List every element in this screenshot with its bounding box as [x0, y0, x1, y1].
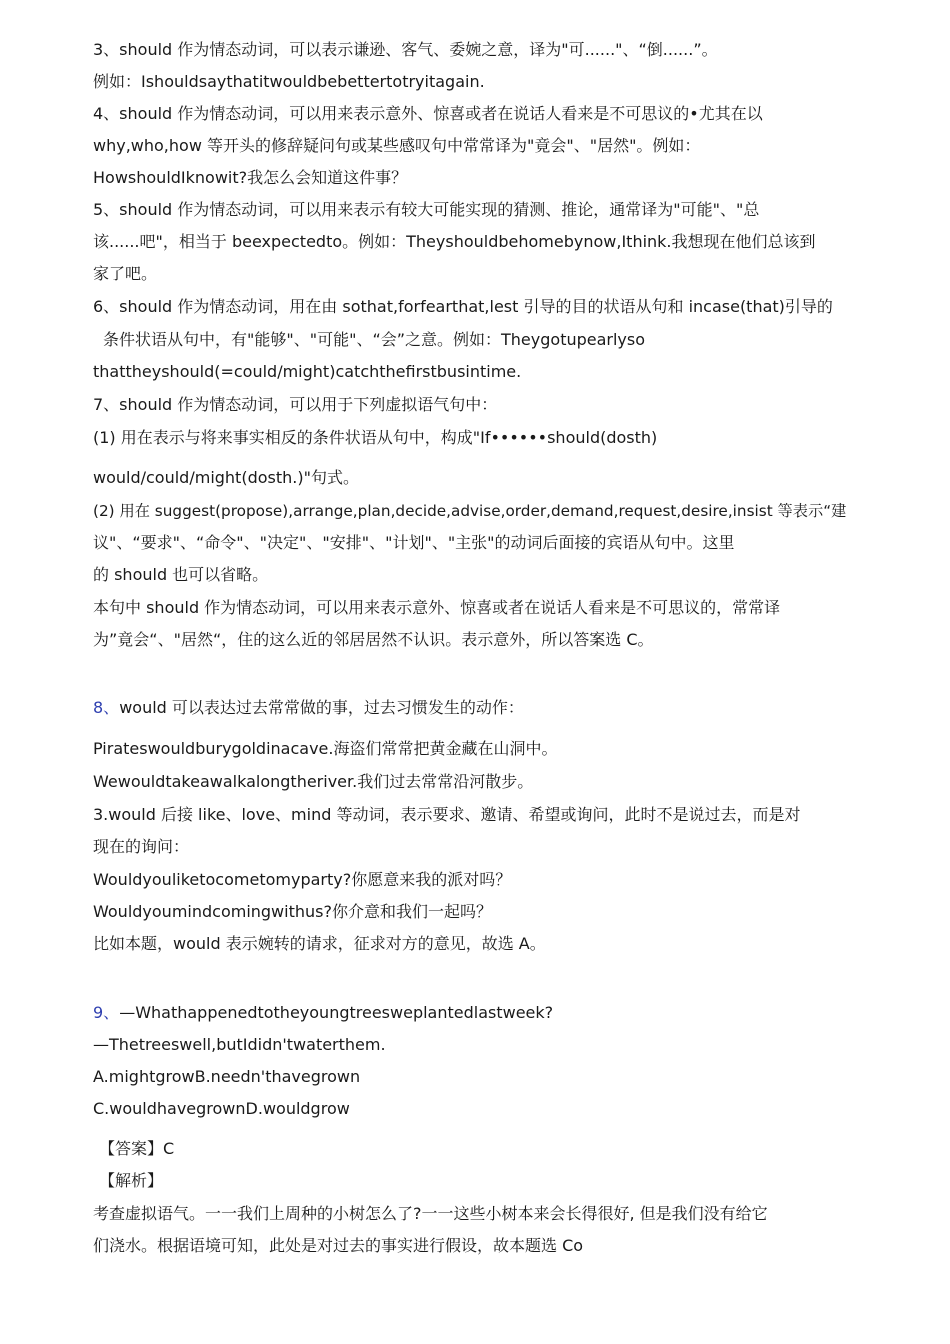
would-example-1: Pirateswouldburygoldinacave.海盗们常常把黄金藏在山洞中。 — [93, 739, 558, 758]
item7-line1: 7、should 作为情态动词，可以用于下列虚拟语气句中： — [93, 395, 498, 414]
q9-question — [93, 1001, 553, 1025]
item4-line2: why,who,how 等开头的修辞疑问句或某些感叹句中常常译为"竟会"、"居然"。例如： — [93, 136, 701, 155]
item6-line3: thattheyshould(=could/might)catchthefirstbusintime. — [93, 362, 522, 381]
item7-sub2-line2: 议"、“要求"、“命令"、"决定"、"安排"、"计划"、"主张"的动词后面接的宾语从句中。这里 — [93, 533, 735, 552]
q9-answer-line: —Thetreeswell,butIdidn'twaterthem. — [93, 1035, 386, 1054]
q8-heading — [93, 696, 524, 720]
item5-line2: 该......吧"，相当于 beexpectedto。例如：Theyshouldbehomebynow,Ithink.我想现在他们总该到 — [93, 232, 816, 251]
q9-analysis-line2: 们浇水。根据语境可知，此处是对过去的事实进行假设，故本题选 Co — [93, 1236, 584, 1255]
item7-sub2-line3: 的 should 也可以省略。 — [93, 565, 269, 584]
q9-answer: 【答案】C — [99, 1139, 175, 1158]
would-example-3: Wouldyouliketocometomyparty?你愿意来我的派对吗？ — [93, 870, 512, 889]
item5-line1: 5、should 作为情态动词，可以用来表示有较大可能实现的猜测、推论，通常译为"可能"、"总 — [93, 200, 760, 219]
q9-analysis-label: 【解析】 — [99, 1171, 164, 1190]
q9-number: 9、 — [93, 1003, 120, 1022]
q8-title: would 可以表达过去常常做的事，过去习惯发生的动作： — [119, 698, 524, 717]
item6-line1: 6、should 作为情态动词，用在由 sothat,forfearthat,lest 引导的目的状语从句和 incase(that)引导的 — [93, 297, 833, 316]
item7-sub2-line1: (2) 用在 suggest(propose),arrange,plan,decide,advise,order,demand,request,desire,insist 等表示“建 — [93, 502, 847, 520]
q8-number: 8、 — [93, 698, 120, 717]
item4-line3: HowshouldIknowit?我怎么会知道这件事？ — [93, 168, 408, 187]
should-conclusion-line1: 本句中 should 作为情态动词，可以用来表示意外、惊喜或者在说话人看来是不可思议的，常常译 — [93, 598, 781, 617]
item3-line2: 例如：Ishouldsaythatitwouldbebettertotryitagain. — [93, 72, 485, 91]
item3-line1: 3、should 作为情态动词，可以表示谦逊、客气、委婉之意，译为"可......"、“倒......”。 — [93, 40, 718, 59]
item5-line3: 家了吧。 — [93, 264, 158, 283]
item7-sub1-line1: (1) 用在表示与将来事实相反的条件状语从句中，构成"If••••••should(dosth) — [93, 428, 658, 447]
would-point3-line1: 3.would 后接 like、love、mind 等动词，表示要求、邀请、希望或询问，此时不是说过去，而是对 — [93, 805, 801, 824]
would-conclusion: 比如本题，would 表示婉转的请求，征求对方的意见，故选 A。 — [93, 934, 546, 953]
item6-line2: 条件状语从句中，有"能够"、"可能"、“会”之意。例如：Theygotupearlyso — [103, 330, 646, 349]
q9-analysis-line1: 考查虚拟语气。一一我们上周种的小树怎么了?一一这些小树本来会长得很好, 但是我们没有给它 — [93, 1204, 768, 1223]
would-point3-line2: 现在的询问： — [93, 837, 190, 856]
would-example-2: Wewouldtakeawalkalongtheriver.我们过去常常沿河散步。 — [93, 772, 534, 791]
q9-options-ab: A.mightgrowB.needn'thavegrown — [93, 1067, 361, 1086]
q9-options-cd: C.wouldhavegrownD.wouldgrow — [93, 1099, 350, 1118]
item4-line1: 4、should 作为情态动词，可以用来表示意外、惊喜或者在说话人看来是不可思议的•尤其在以 — [93, 104, 763, 123]
would-example-4: Wouldyoumindcomingwithus?你介意和我们一起吗？ — [93, 902, 492, 921]
should-conclusion-line2: 为”竟会“、"居然“，住的这么近的邻居居然不认识。表示意外，所以答案选 C。 — [93, 630, 654, 649]
q9-question-text: —Whathappenedtotheyoungtreesweplantedlastweek? — [119, 1003, 554, 1022]
item7-sub1-line2: would/could/might(dosth.)"句式。 — [93, 468, 359, 487]
